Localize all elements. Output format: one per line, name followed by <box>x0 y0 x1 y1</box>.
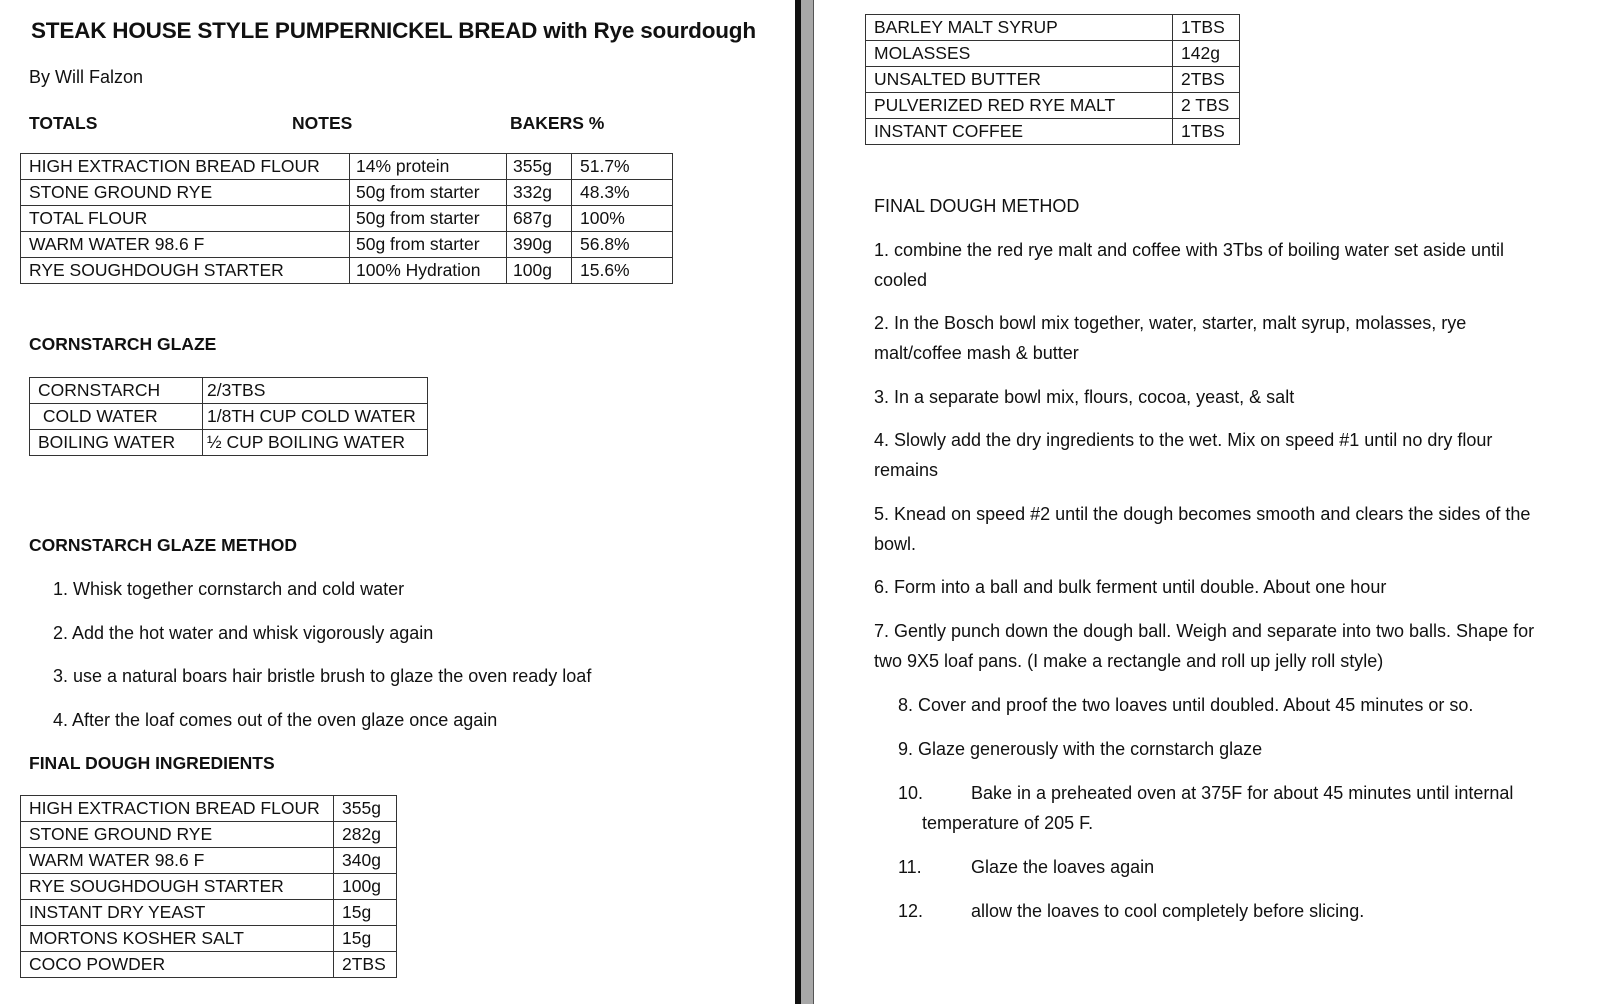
table-row <box>866 119 1240 145</box>
weight-cell: 390g <box>507 232 572 258</box>
method-step-10-line2: temperature of 205 F. <box>922 813 1094 833</box>
ingredient-cell: HIGH EXTRACTION BREAD FLOUR <box>21 154 350 180</box>
ingredient-cell: UNSALTED BUTTER <box>866 67 1173 93</box>
ingredient-cell: CORNSTARCH <box>30 378 203 404</box>
amount-cell: 100g <box>334 874 397 900</box>
method-step-12: allow the loaves to cool completely before slicing. <box>971 901 1365 921</box>
method-step-2-line2: malt/coffee mash & butter <box>874 343 1079 363</box>
author-byline: By Will Falzon <box>29 67 144 87</box>
document-title: STEAK HOUSE STYLE PUMPERNICKEL BREAD with Rye sourdough <box>31 18 756 43</box>
method-step-8: 8. Cover and proof the two loaves until doubled. About 45 minutes or so. <box>898 695 1474 715</box>
amount-cell: 282g <box>334 822 397 848</box>
ingredient-cell: BOILING WATER <box>30 430 203 456</box>
method-step-10-number: 10. <box>898 783 924 803</box>
method-step-5-line1: 5. Knead on speed #2 until the dough becomes smooth and clears the sides of the <box>874 504 1531 524</box>
ingredient-cell: COLD WATER <box>30 404 203 430</box>
notes-cell: 50g from starter <box>350 232 507 258</box>
method-step-5-line2: bowl. <box>874 534 917 554</box>
ingredient-cell: MOLASSES <box>866 41 1173 67</box>
ingredient-cell: STONE GROUND RYE <box>21 180 350 206</box>
glaze-table <box>29 377 428 456</box>
table-row <box>21 796 397 822</box>
notes-cell: 100% Hydration <box>350 258 507 284</box>
amount-cell: 1TBS <box>1173 15 1240 41</box>
method-step-7-line2: two 9X5 loaf pans. (I make a rectangle and roll up jelly roll style) <box>874 651 1384 671</box>
method-step-12-number: 12. <box>898 901 924 921</box>
weight-cell: 355g <box>507 154 572 180</box>
table-row <box>21 180 673 206</box>
method-step-1-line1: 1. combine the red rye malt and coffee with 3Tbs of boiling water set aside until <box>874 240 1505 260</box>
page-divider-gutter <box>801 0 814 1004</box>
table-row <box>21 952 397 978</box>
glaze-method-heading: CORNSTARCH GLAZE METHOD <box>29 535 297 555</box>
table-row <box>21 874 397 900</box>
amount-cell: 1/8TH CUP COLD WATER <box>203 404 428 430</box>
table-row <box>866 15 1240 41</box>
notes-cell: 50g from starter <box>350 206 507 232</box>
ingredient-cell: RYE SOUGHDOUGH STARTER <box>21 874 334 900</box>
totals-table <box>20 153 673 284</box>
table-row <box>30 378 428 404</box>
glaze-method-step: 4. After the loaf comes out of the oven glaze once again <box>53 710 498 730</box>
amount-cell: 355g <box>334 796 397 822</box>
method-step-11-number: 11. <box>898 857 922 877</box>
ingredient-cell: TOTAL FLOUR <box>21 206 350 232</box>
amount-cell: 2/3TBS <box>203 378 428 404</box>
amount-cell: 15g <box>334 900 397 926</box>
table-row <box>30 404 428 430</box>
cornstarch-glaze-heading: CORNSTARCH GLAZE <box>29 334 217 354</box>
percent-cell: 100% <box>572 206 673 232</box>
ingredient-cell: INSTANT COFFEE <box>866 119 1173 145</box>
ingredient-cell: COCO POWDER <box>21 952 334 978</box>
method-step-4-line2: remains <box>874 460 939 480</box>
weight-cell: 687g <box>507 206 572 232</box>
ingredient-cell: MORTONS KOSHER SALT <box>21 926 334 952</box>
header-totals: TOTALS <box>29 113 98 133</box>
method-step-11: Glaze the loaves again <box>971 857 1155 877</box>
weight-cell: 332g <box>507 180 572 206</box>
notes-cell: 14% protein <box>350 154 507 180</box>
amount-cell: 2TBS <box>334 952 397 978</box>
notes-cell: 50g from starter <box>350 180 507 206</box>
table-row <box>21 232 673 258</box>
header-bakers-percent: BAKERS % <box>510 113 605 133</box>
percent-cell: 51.7% <box>572 154 673 180</box>
glaze-method-step: 2. Add the hot water and whisk vigorously again <box>53 623 434 643</box>
method-step-3: 3. In a separate bowl mix, flours, cocoa, yeast, & salt <box>874 387 1295 407</box>
method-step-2-line1: 2. In the Bosch bowl mix together, water, starter, malt syrup, molasses, rye <box>874 313 1467 333</box>
amount-cell: 2TBS <box>1173 67 1240 93</box>
method-step-9: 9. Glaze generously with the cornstarch glaze <box>898 739 1263 759</box>
additional-ingredients-table <box>865 14 1240 145</box>
percent-cell: 56.8% <box>572 232 673 258</box>
table-row <box>21 900 397 926</box>
percent-cell: 48.3% <box>572 180 673 206</box>
final-dough-table <box>20 795 397 978</box>
ingredient-cell: BARLEY MALT SYRUP <box>866 15 1173 41</box>
ingredient-cell: RYE SOUGHDOUGH STARTER <box>21 258 350 284</box>
method-step-1-line2: cooled <box>874 270 928 290</box>
table-row <box>21 206 673 232</box>
ingredient-cell: WARM WATER 98.6 F <box>21 232 350 258</box>
glaze-method-step: 3. use a natural boars hair bristle brush to glaze the oven ready loaf <box>53 666 592 686</box>
ingredient-cell: PULVERIZED RED RYE MALT <box>866 93 1173 119</box>
glaze-method-step: 1. Whisk together cornstarch and cold water <box>53 579 405 599</box>
amount-cell: 340g <box>334 848 397 874</box>
table-row <box>21 822 397 848</box>
table-row <box>21 258 673 284</box>
method-step-10-line1: Bake in a preheated oven at 375F for about 45 minutes until internal <box>971 783 1514 803</box>
method-step-7-line1: 7. Gently punch down the dough ball. Weigh and separate into two balls. Shape for <box>874 621 1535 641</box>
table-row <box>30 430 428 456</box>
ingredient-cell: HIGH EXTRACTION BREAD FLOUR <box>21 796 334 822</box>
table-row <box>21 848 397 874</box>
ingredient-cell: STONE GROUND RYE <box>21 822 334 848</box>
amount-cell: 2 TBS <box>1173 93 1240 119</box>
table-row <box>21 926 397 952</box>
ingredient-cell: INSTANT DRY YEAST <box>21 900 334 926</box>
table-row <box>866 93 1240 119</box>
final-dough-ingredients-heading: FINAL DOUGH INGREDIENTS <box>29 753 275 773</box>
amount-cell: 142g <box>1173 41 1240 67</box>
final-dough-method-heading: FINAL DOUGH METHOD <box>874 196 1080 216</box>
amount-cell: 15g <box>334 926 397 952</box>
percent-cell: 15.6% <box>572 258 673 284</box>
weight-cell: 100g <box>507 258 572 284</box>
header-notes: NOTES <box>292 113 353 133</box>
method-step-4-line1: 4. Slowly add the dry ingredients to the wet. Mix on speed #1 until no dry flour <box>874 430 1493 450</box>
amount-cell: ½ CUP BOILING WATER <box>203 430 428 456</box>
amount-cell: 1TBS <box>1173 119 1240 145</box>
ingredient-cell: WARM WATER 98.6 F <box>21 848 334 874</box>
method-step-6: 6. Form into a ball and bulk ferment until double. About one hour <box>874 577 1387 597</box>
table-row <box>21 154 673 180</box>
table-row <box>866 67 1240 93</box>
table-row <box>866 41 1240 67</box>
